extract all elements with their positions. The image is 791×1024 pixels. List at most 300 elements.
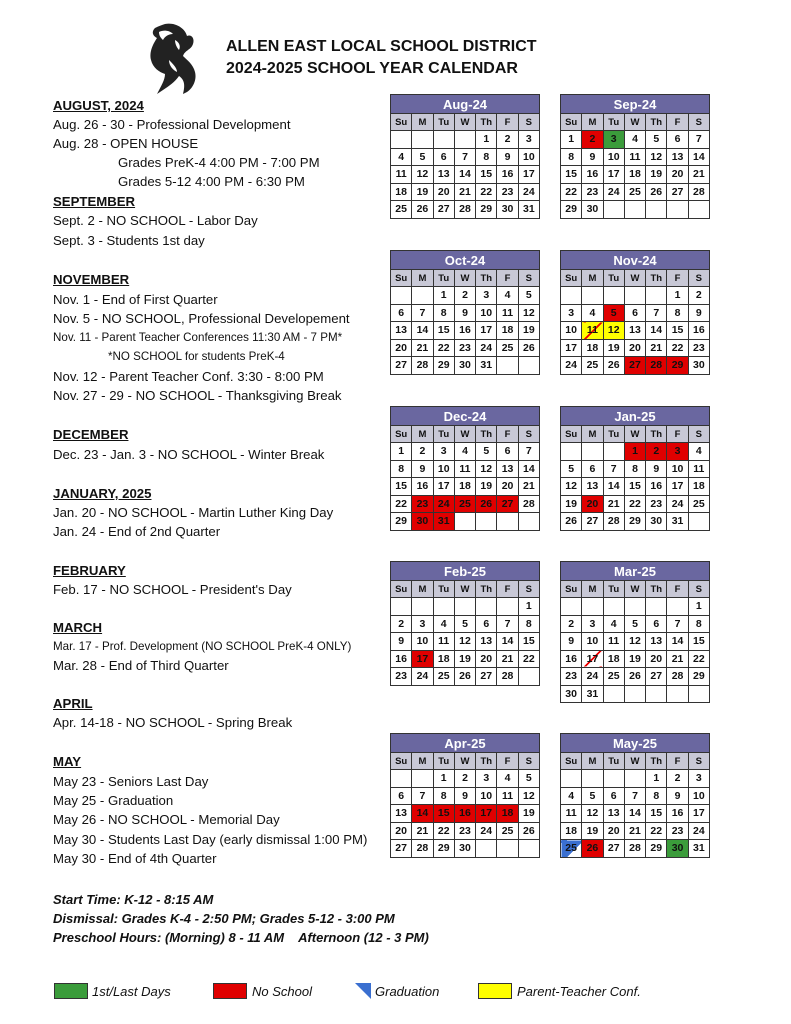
weekday-label: Th bbox=[646, 426, 667, 443]
calendar-day: 30 bbox=[497, 201, 518, 219]
weekday-label: M bbox=[582, 270, 603, 287]
weekday-label: W bbox=[454, 270, 475, 287]
month-heading: DECEMBER bbox=[53, 427, 129, 442]
calendar-day: 6 bbox=[582, 460, 603, 478]
calendar-day: 11 bbox=[454, 460, 475, 478]
weekday-label: W bbox=[454, 753, 475, 770]
calendar-empty-cell bbox=[454, 598, 475, 616]
calendar-day: 24 bbox=[688, 822, 709, 840]
calendar-day: 13 bbox=[497, 460, 518, 478]
calendar-day: 16 bbox=[454, 805, 475, 823]
calendar-day: 12 bbox=[476, 460, 497, 478]
calendar-day: 13 bbox=[391, 805, 412, 823]
event-item: Dec. 23 - Jan. 3 - NO SCHOOL - Winter Break bbox=[53, 447, 325, 462]
calendar-day: 3 bbox=[603, 131, 624, 149]
calendar-day: 3 bbox=[561, 304, 582, 322]
calendar-day: 5 bbox=[454, 615, 475, 633]
event-item: Feb. 17 - NO SCHOOL - President's Day bbox=[53, 582, 292, 597]
calendar-dec-24 bbox=[390, 406, 540, 531]
calendar-day: 3 bbox=[412, 615, 433, 633]
calendar-empty-cell bbox=[688, 201, 709, 219]
calendar-day: 27 bbox=[582, 513, 603, 531]
calendar-day: 23 bbox=[391, 668, 412, 686]
calendar-day: 24 bbox=[476, 822, 497, 840]
calendar-day: 30 bbox=[454, 840, 475, 858]
calendar-day: 4 bbox=[391, 148, 412, 166]
calendar-day: 24 bbox=[561, 357, 582, 375]
month-heading: APRIL bbox=[53, 696, 93, 711]
weekday-label: Su bbox=[391, 114, 412, 131]
calendar-day: 28 bbox=[646, 357, 667, 375]
weekday-label: Tu bbox=[603, 581, 624, 598]
calendar-day: 17 bbox=[667, 478, 688, 496]
calendar-may-25 bbox=[560, 733, 710, 858]
calendar-day: 6 bbox=[497, 443, 518, 461]
weekday-label: S bbox=[688, 270, 709, 287]
weekday-label: M bbox=[582, 753, 603, 770]
calendar-day: 24 bbox=[603, 183, 624, 201]
calendar-day: 16 bbox=[667, 805, 688, 823]
weekday-label: F bbox=[667, 753, 688, 770]
calendar-empty-cell bbox=[391, 287, 412, 305]
weekday-label: W bbox=[624, 426, 645, 443]
month-title: Oct-24 bbox=[390, 250, 540, 269]
calendar-empty-cell bbox=[454, 131, 475, 149]
calendar-day: 3 bbox=[476, 770, 497, 788]
calendar-empty-cell bbox=[412, 770, 433, 788]
mustang-logo-icon bbox=[135, 20, 207, 96]
calendar-day: 6 bbox=[603, 787, 624, 805]
calendar-day: 19 bbox=[518, 805, 539, 823]
event-item: May 23 - Seniors Last Day bbox=[53, 774, 209, 789]
calendar-day: 9 bbox=[646, 460, 667, 478]
calendar-day: 12 bbox=[412, 166, 433, 184]
preschool-hours: Preschool Hours: (Morning) 8 - 11 AM Afternoon (12 - 3 PM) bbox=[53, 930, 429, 945]
calendar-day: 25 bbox=[497, 822, 518, 840]
calendar-day: 22 bbox=[518, 650, 539, 668]
calendar-jan-25 bbox=[560, 406, 710, 531]
calendar-day: 22 bbox=[688, 650, 709, 668]
document-title bbox=[226, 36, 537, 80]
calendar-day: 4 bbox=[433, 615, 454, 633]
calendar-day: 21 bbox=[497, 650, 518, 668]
event-item: May 25 - Graduation bbox=[53, 793, 174, 808]
calendar-day: 20 bbox=[624, 339, 645, 357]
calendar-day: 19 bbox=[518, 322, 539, 340]
month-title: Mar-25 bbox=[560, 561, 710, 580]
calendar-day: 21 bbox=[667, 650, 688, 668]
calendar-day: 18 bbox=[561, 822, 582, 840]
calendar-day: 2 bbox=[454, 770, 475, 788]
event-item: Nov. 5 - NO SCHOOL, Professional Developement bbox=[53, 311, 350, 326]
calendar-day: 31 bbox=[518, 201, 539, 219]
calendar-day: 8 bbox=[667, 304, 688, 322]
event-item: May 30 - Students Last Day (early dismissal 1:00 PM) bbox=[53, 832, 368, 847]
calendar-day: 25 bbox=[624, 183, 645, 201]
calendar-day: 14 bbox=[497, 633, 518, 651]
calendar-day: 15 bbox=[561, 166, 582, 184]
calendar-day: 1 bbox=[667, 287, 688, 305]
calendar-day: 17 bbox=[582, 650, 603, 668]
calendar-empty-cell bbox=[561, 443, 582, 461]
calendar-day: 4 bbox=[603, 615, 624, 633]
calendar-empty-cell bbox=[582, 443, 603, 461]
calendar-empty-cell bbox=[624, 201, 645, 219]
weekday-label: Tu bbox=[433, 270, 454, 287]
calendar-day: 11 bbox=[688, 460, 709, 478]
calendar-day: 28 bbox=[603, 513, 624, 531]
calendar-day: 24 bbox=[518, 183, 539, 201]
calendar-day: 31 bbox=[582, 685, 603, 703]
legend-swatch-no-school bbox=[213, 983, 247, 999]
weekday-label: Su bbox=[391, 581, 412, 598]
calendar-day: 30 bbox=[688, 357, 709, 375]
calendar-day: 28 bbox=[412, 840, 433, 858]
calendar-day: 20 bbox=[603, 822, 624, 840]
calendar-day: 14 bbox=[412, 322, 433, 340]
calendar-empty-cell bbox=[518, 668, 539, 686]
weekday-label: Tu bbox=[433, 581, 454, 598]
calendar-year: 2024-2025 SCHOOL YEAR CALENDAR bbox=[226, 60, 518, 77]
calendar-day: 14 bbox=[646, 322, 667, 340]
calendar-day: 18 bbox=[624, 166, 645, 184]
weekday-label: Th bbox=[476, 270, 497, 287]
calendar-day: 30 bbox=[646, 513, 667, 531]
calendar-empty-cell bbox=[688, 513, 709, 531]
calendar-day: 21 bbox=[603, 495, 624, 513]
calendar-day: 13 bbox=[603, 805, 624, 823]
weekday-label: S bbox=[518, 581, 539, 598]
legend-label-ptc: Parent-Teacher Conf. bbox=[517, 984, 641, 999]
calendar-day: 1 bbox=[476, 131, 497, 149]
calendar-empty-cell bbox=[667, 201, 688, 219]
calendar-day: 19 bbox=[582, 822, 603, 840]
calendar-day: 17 bbox=[603, 166, 624, 184]
calendar-day: 10 bbox=[667, 460, 688, 478]
calendar-day: 6 bbox=[624, 304, 645, 322]
calendar-empty-cell bbox=[497, 513, 518, 531]
calendar-aug-24 bbox=[390, 94, 540, 219]
weekday-label: Tu bbox=[603, 114, 624, 131]
calendar-day: 5 bbox=[646, 131, 667, 149]
calendar-day: 1 bbox=[624, 443, 645, 461]
calendar-day: 11 bbox=[582, 322, 603, 340]
weekday-label: F bbox=[497, 270, 518, 287]
calendar-day: 28 bbox=[624, 840, 645, 858]
event-item: Grades PreK-4 4:00 PM - 7:00 PM bbox=[118, 155, 320, 170]
weekday-label: M bbox=[582, 114, 603, 131]
calendar-day: 28 bbox=[518, 495, 539, 513]
calendar-day: 22 bbox=[391, 495, 412, 513]
calendar-empty-cell bbox=[518, 840, 539, 858]
calendar-day: 31 bbox=[433, 513, 454, 531]
event-item: May 26 - NO SCHOOL - Memorial Day bbox=[53, 812, 280, 827]
calendar-day: 6 bbox=[476, 615, 497, 633]
weekday-label: F bbox=[667, 270, 688, 287]
calendar-day: 21 bbox=[454, 183, 475, 201]
weekday-label: M bbox=[412, 426, 433, 443]
calendar-day: 21 bbox=[646, 339, 667, 357]
legend-label-graduation: Graduation bbox=[375, 984, 440, 999]
calendar-day: 8 bbox=[518, 615, 539, 633]
calendar-day: 2 bbox=[412, 443, 433, 461]
calendar-day: 14 bbox=[518, 460, 539, 478]
calendar-day: 13 bbox=[624, 322, 645, 340]
calendar-day: 28 bbox=[667, 668, 688, 686]
calendar-day: 14 bbox=[624, 805, 645, 823]
calendar-day: 7 bbox=[497, 615, 518, 633]
calendar-empty-cell bbox=[497, 840, 518, 858]
calendar-day: 18 bbox=[603, 650, 624, 668]
calendar-day: 17 bbox=[412, 650, 433, 668]
weekday-label: S bbox=[688, 114, 709, 131]
event-item: Mar. 17 - Prof. Development (NO SCHOOL PreK-4 ONLY) bbox=[53, 640, 352, 653]
start-time: Start Time: K-12 - 8:15 AM bbox=[53, 892, 214, 907]
calendar-day: 31 bbox=[667, 513, 688, 531]
calendar-day: 2 bbox=[561, 615, 582, 633]
calendar-day: 17 bbox=[433, 478, 454, 496]
calendar-day: 5 bbox=[518, 770, 539, 788]
calendar-day: 12 bbox=[518, 787, 539, 805]
calendar-day: 10 bbox=[433, 460, 454, 478]
calendar-day: 23 bbox=[454, 822, 475, 840]
calendar-day: 26 bbox=[603, 357, 624, 375]
weekday-label: F bbox=[497, 114, 518, 131]
month-title: May-25 bbox=[560, 733, 710, 752]
calendar-day: 9 bbox=[454, 304, 475, 322]
calendar-day: 3 bbox=[433, 443, 454, 461]
calendar-day: 10 bbox=[561, 322, 582, 340]
calendar-empty-cell bbox=[561, 287, 582, 305]
calendar-empty-cell bbox=[433, 131, 454, 149]
calendar-day: 2 bbox=[646, 443, 667, 461]
calendar-empty-cell bbox=[603, 443, 624, 461]
calendar-day: 13 bbox=[476, 633, 497, 651]
weekday-label: M bbox=[412, 753, 433, 770]
weekday-label: Tu bbox=[433, 426, 454, 443]
calendar-empty-cell bbox=[603, 598, 624, 616]
weekday-label: W bbox=[454, 426, 475, 443]
calendar-day: 1 bbox=[646, 770, 667, 788]
calendar-day: 25 bbox=[561, 840, 582, 858]
calendar-day: 22 bbox=[476, 183, 497, 201]
calendar-empty-cell bbox=[582, 770, 603, 788]
calendar-day: 30 bbox=[561, 685, 582, 703]
calendar-day: 16 bbox=[391, 650, 412, 668]
calendar-empty-cell bbox=[582, 287, 603, 305]
weekday-label: Tu bbox=[603, 270, 624, 287]
calendar-day: 24 bbox=[667, 495, 688, 513]
calendar-feb-25 bbox=[390, 561, 540, 686]
calendar-day: 31 bbox=[476, 357, 497, 375]
weekday-label: Tu bbox=[433, 753, 454, 770]
weekday-label: M bbox=[582, 426, 603, 443]
calendar-day: 29 bbox=[391, 513, 412, 531]
event-item: Aug. 26 - 30 - Professional Development bbox=[53, 117, 291, 132]
calendar-day: 26 bbox=[412, 201, 433, 219]
calendar-empty-cell bbox=[667, 685, 688, 703]
calendar-empty-cell bbox=[476, 513, 497, 531]
calendar-day: 8 bbox=[561, 148, 582, 166]
weekday-label: S bbox=[518, 114, 539, 131]
calendar-day: 15 bbox=[433, 322, 454, 340]
month-title: Feb-25 bbox=[390, 561, 540, 580]
calendar-day: 20 bbox=[646, 650, 667, 668]
event-item: Aug. 28 - OPEN HOUSE bbox=[53, 136, 199, 151]
calendar-day: 14 bbox=[688, 148, 709, 166]
calendar-empty-cell bbox=[497, 598, 518, 616]
calendar-day: 19 bbox=[454, 650, 475, 668]
calendar-empty-cell bbox=[624, 685, 645, 703]
calendar-day: 27 bbox=[667, 183, 688, 201]
calendar-empty-cell bbox=[391, 770, 412, 788]
calendar-day: 10 bbox=[476, 304, 497, 322]
calendar-day: 7 bbox=[667, 615, 688, 633]
calendar-day: 18 bbox=[433, 650, 454, 668]
calendar-empty-cell bbox=[582, 598, 603, 616]
weekday-label: W bbox=[454, 581, 475, 598]
calendar-day: 15 bbox=[476, 166, 497, 184]
weekday-label: W bbox=[624, 753, 645, 770]
calendar-empty-cell bbox=[646, 287, 667, 305]
weekday-label: Su bbox=[561, 114, 582, 131]
legend-swatch-first-last bbox=[54, 983, 88, 999]
calendar-day: 26 bbox=[624, 668, 645, 686]
calendar-day: 8 bbox=[688, 615, 709, 633]
calendar-day: 14 bbox=[603, 478, 624, 496]
calendar-day: 11 bbox=[497, 304, 518, 322]
calendar-oct-24 bbox=[390, 250, 540, 375]
calendar-day: 11 bbox=[433, 633, 454, 651]
calendar-day: 17 bbox=[518, 166, 539, 184]
weekday-label: M bbox=[412, 270, 433, 287]
calendar-day: 11 bbox=[561, 805, 582, 823]
calendar-day: 16 bbox=[688, 322, 709, 340]
calendar-day: 26 bbox=[646, 183, 667, 201]
calendar-day: 27 bbox=[497, 495, 518, 513]
calendar-day: 15 bbox=[688, 633, 709, 651]
calendar-empty-cell bbox=[688, 685, 709, 703]
month-title: Dec-24 bbox=[390, 406, 540, 425]
calendar-empty-cell bbox=[646, 685, 667, 703]
calendar-day: 23 bbox=[646, 495, 667, 513]
calendar-day: 4 bbox=[561, 787, 582, 805]
calendar-day: 27 bbox=[433, 201, 454, 219]
calendar-day: 17 bbox=[476, 805, 497, 823]
event-item: Nov. 27 - 29 - NO SCHOOL - Thanksgiving Break bbox=[53, 388, 342, 403]
calendar-day: 19 bbox=[561, 495, 582, 513]
calendar-apr-25 bbox=[390, 733, 540, 858]
calendar-day: 23 bbox=[454, 339, 475, 357]
weekday-label: S bbox=[688, 753, 709, 770]
calendar-day: 26 bbox=[518, 822, 539, 840]
event-item: Sept. 2 - NO SCHOOL - Labor Day bbox=[53, 213, 258, 228]
calendar-day: 7 bbox=[646, 304, 667, 322]
weekday-label: S bbox=[688, 581, 709, 598]
calendar-day: 24 bbox=[476, 339, 497, 357]
event-item: *NO SCHOOL for students PreK-4 bbox=[108, 350, 285, 363]
weekday-label: W bbox=[454, 114, 475, 131]
calendar-day: 10 bbox=[518, 148, 539, 166]
calendar-day: 16 bbox=[646, 478, 667, 496]
calendar-day: 20 bbox=[476, 650, 497, 668]
calendar-day: 30 bbox=[582, 201, 603, 219]
calendar-day: 2 bbox=[454, 287, 475, 305]
calendar-day: 29 bbox=[624, 513, 645, 531]
calendar-day: 12 bbox=[582, 805, 603, 823]
calendar-day: 22 bbox=[646, 822, 667, 840]
calendar-day: 29 bbox=[667, 357, 688, 375]
calendar-day: 12 bbox=[454, 633, 475, 651]
calendar-day: 23 bbox=[561, 668, 582, 686]
calendar-day: 26 bbox=[582, 840, 603, 858]
weekday-label: Th bbox=[646, 753, 667, 770]
calendar-day: 13 bbox=[433, 166, 454, 184]
calendar-day: 27 bbox=[391, 357, 412, 375]
calendar-day: 30 bbox=[412, 513, 433, 531]
calendar-day: 1 bbox=[391, 443, 412, 461]
weekday-label: Su bbox=[561, 270, 582, 287]
month-heading: AUGUST, 2024 bbox=[53, 98, 144, 113]
calendar-day: 19 bbox=[646, 166, 667, 184]
weekday-label: Su bbox=[391, 753, 412, 770]
calendar-day: 10 bbox=[603, 148, 624, 166]
calendar-empty-cell bbox=[624, 287, 645, 305]
calendar-empty-cell bbox=[561, 770, 582, 788]
calendar-day: 18 bbox=[454, 478, 475, 496]
weekday-label: F bbox=[497, 581, 518, 598]
weekday-label: Th bbox=[646, 270, 667, 287]
calendar-day: 25 bbox=[688, 495, 709, 513]
calendar-day: 21 bbox=[518, 478, 539, 496]
dismissal-time: Dismissal: Grades K-4 - 2:50 PM; Grades 5-12 - 3:00 PM bbox=[53, 911, 395, 926]
event-item: Jan. 20 - NO SCHOOL - Martin Luther King Day bbox=[53, 505, 334, 520]
calendar-day: 16 bbox=[454, 322, 475, 340]
weekday-label: M bbox=[412, 581, 433, 598]
calendar-day: 5 bbox=[412, 148, 433, 166]
calendar-day: 15 bbox=[391, 478, 412, 496]
month-title: Jan-25 bbox=[560, 406, 710, 425]
calendar-day: 9 bbox=[497, 148, 518, 166]
calendar-day: 18 bbox=[391, 183, 412, 201]
calendar-nov-24 bbox=[560, 250, 710, 375]
weekday-label: Su bbox=[561, 753, 582, 770]
calendar-empty-cell bbox=[603, 770, 624, 788]
calendar-day: 30 bbox=[454, 357, 475, 375]
calendar-empty-cell bbox=[476, 840, 497, 858]
calendar-day: 26 bbox=[561, 513, 582, 531]
calendar-day: 16 bbox=[561, 650, 582, 668]
calendar-day: 10 bbox=[688, 787, 709, 805]
month-title: Sep-24 bbox=[560, 94, 710, 113]
calendar-day: 9 bbox=[688, 304, 709, 322]
month-heading: FEBRUARY bbox=[53, 563, 126, 578]
calendar-empty-cell bbox=[476, 598, 497, 616]
calendar-day: 11 bbox=[624, 148, 645, 166]
calendar-day: 8 bbox=[624, 460, 645, 478]
calendar-day: 14 bbox=[412, 805, 433, 823]
calendar-day: 2 bbox=[497, 131, 518, 149]
weekday-label: S bbox=[688, 426, 709, 443]
weekday-label: F bbox=[667, 426, 688, 443]
weekday-label: Th bbox=[476, 114, 497, 131]
calendar-day: 22 bbox=[561, 183, 582, 201]
calendar-day: 3 bbox=[667, 443, 688, 461]
calendar-day: 16 bbox=[582, 166, 603, 184]
calendar-empty-cell bbox=[603, 685, 624, 703]
event-item: Nov. 11 - Parent Teacher Conferences 11:30 AM - 7 PM* bbox=[53, 331, 343, 344]
weekday-label: Tu bbox=[433, 114, 454, 131]
